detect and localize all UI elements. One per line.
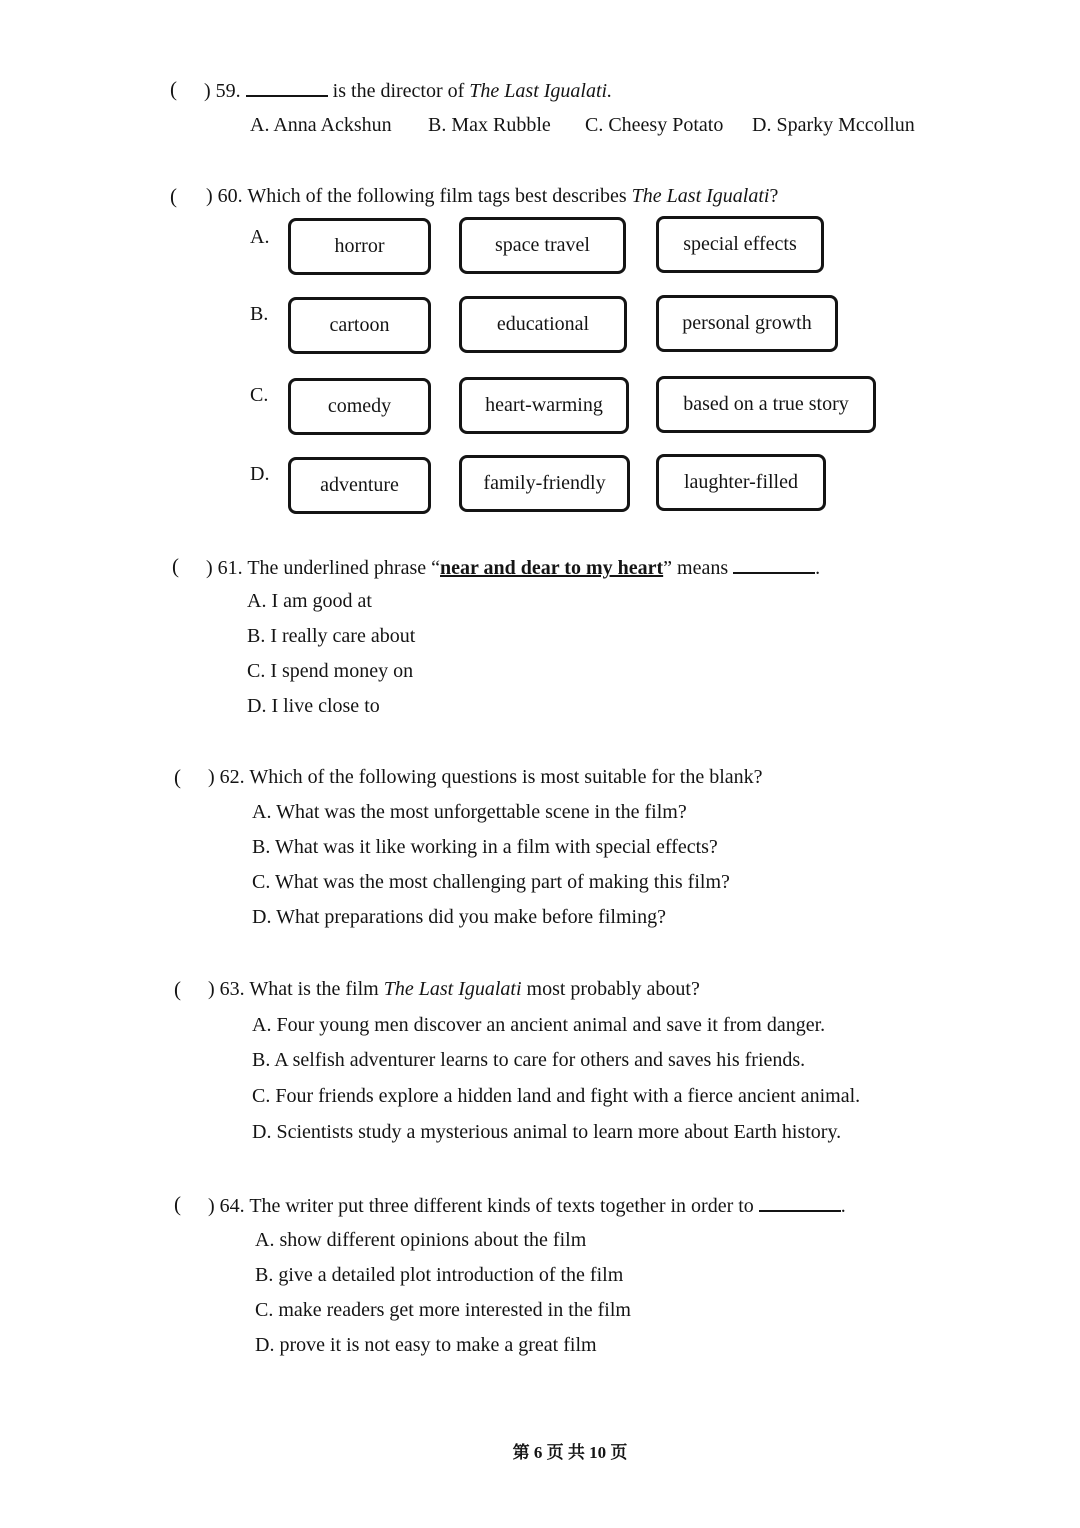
q63-option-c: C. Four friends explore a hidden land and fight with a fierce ancient animal. [252,1085,861,1107]
q60-qmark: ? [769,185,779,207]
q63-text-before: What is the film [249,978,379,1000]
q59-option-d: D. Sparky Mccollun [752,114,915,136]
q59-option-c: C. Cheesy Potato [585,114,724,136]
q62-stem [208,767,763,787]
q64-option-a: A. show different opinions about the film [255,1229,587,1251]
q60-tag-space-travel: space travel [459,217,626,274]
q63-stem [208,979,700,999]
q60-letter-b: B. [250,303,269,325]
q63-option-b: B. A selfish adventurer learns to care for others and saves his friends. [252,1049,806,1071]
q60-tag-heart-warming: heart-warming [459,377,629,434]
q60-letter-a: A. [250,226,270,248]
q63-number: ) 63. [208,978,245,1000]
q59-text: is the director of [332,80,465,102]
q62-option-c: C. What was the most challenging part of making this film? [252,871,730,893]
q60-tag-horror: horror [288,218,431,275]
q60-title: The Last Igualati [631,185,770,207]
q64-paren: ( [174,1192,181,1216]
q60-text: Which of the following film tags best describes [247,185,627,207]
q60-letter-d: D. [250,463,270,485]
q62-text: Which of the following questions is most suitable for the blank? [249,766,763,788]
q60-letter-c: C. [250,384,269,406]
q64-text: The writer put three different kinds of texts together in order to [249,1195,754,1217]
q61-option-a: A. I am good at [247,590,372,612]
q59-number: ) 59. [204,80,241,102]
q61-option-c: C. I spend money on [247,660,414,682]
q62-option-a: A. What was the most unforgettable scene in the film? [252,801,687,823]
q60-tag-personal-growth: personal growth [656,295,838,352]
q64-stem [208,1194,846,1216]
q64-blank [759,1194,841,1212]
q62-number: ) 62. [208,766,245,788]
q60-tag-cartoon: cartoon [288,297,431,354]
q61-option-d: D. I live close to [247,695,380,717]
q61-number: ) 61. [206,557,243,579]
q63-option-d: D. Scientists study a mysterious animal to learn more about Earth history. [252,1121,842,1143]
q60-stem [206,186,778,206]
q61-blank [733,556,815,574]
q60-tag-special-effects: special effects [656,216,824,273]
q61-period: . [815,557,821,579]
q59-option-b: B. Max Rubble [428,114,551,136]
q61-stem [206,556,820,578]
q64-number: ) 64. [208,1195,245,1217]
q60-tag-family-friendly: family-friendly [459,455,630,512]
page-footer: 第 6 页 共 10 页 [512,1443,628,1462]
q62-option-b: B. What was it like working in a film with special effects? [252,836,718,858]
q64-period: . [840,1195,846,1217]
q59-paren: ( [170,77,177,101]
q59-option-a: A. Anna Ackshun [250,114,392,136]
q63-title: The Last Igualati [383,978,522,1000]
q60-tag-laughter-filled: laughter-filled [656,454,826,511]
q61-text-after: ” means [663,557,729,579]
q61-option-b: B. I really care about [247,625,416,647]
q61-paren: ( [172,554,179,578]
q63-option-a: A. Four young men discover an ancient animal and save it from danger. [252,1014,826,1036]
q60-number: ) 60. [206,185,243,207]
q60-tag-based-on-a-true-story: based on a true story [656,376,876,433]
q62-paren: ( [174,765,181,789]
q62-option-d: D. What preparations did you make before filming? [252,906,666,928]
q64-option-b: B. give a detailed plot introduction of the film [255,1264,624,1286]
q59-stem [204,79,612,101]
q60-tag-educational: educational [459,296,627,353]
q63-text-after: most probably about? [526,978,700,1000]
q59-blank [246,79,328,97]
q59-title: The Last Igualati. [469,80,613,102]
q60-paren: ( [170,184,177,208]
q60-tag-adventure: adventure [288,457,431,514]
q64-option-c: C. make readers get more interested in the film [255,1299,631,1321]
q61-underlined-phrase: near and dear to my heart [440,557,664,579]
q64-option-d: D. prove it is not easy to make a great film [255,1334,597,1356]
q61-text-before: The underlined phrase “ [247,557,441,579]
q60-tag-comedy: comedy [288,378,431,435]
q63-paren: ( [174,977,181,1001]
